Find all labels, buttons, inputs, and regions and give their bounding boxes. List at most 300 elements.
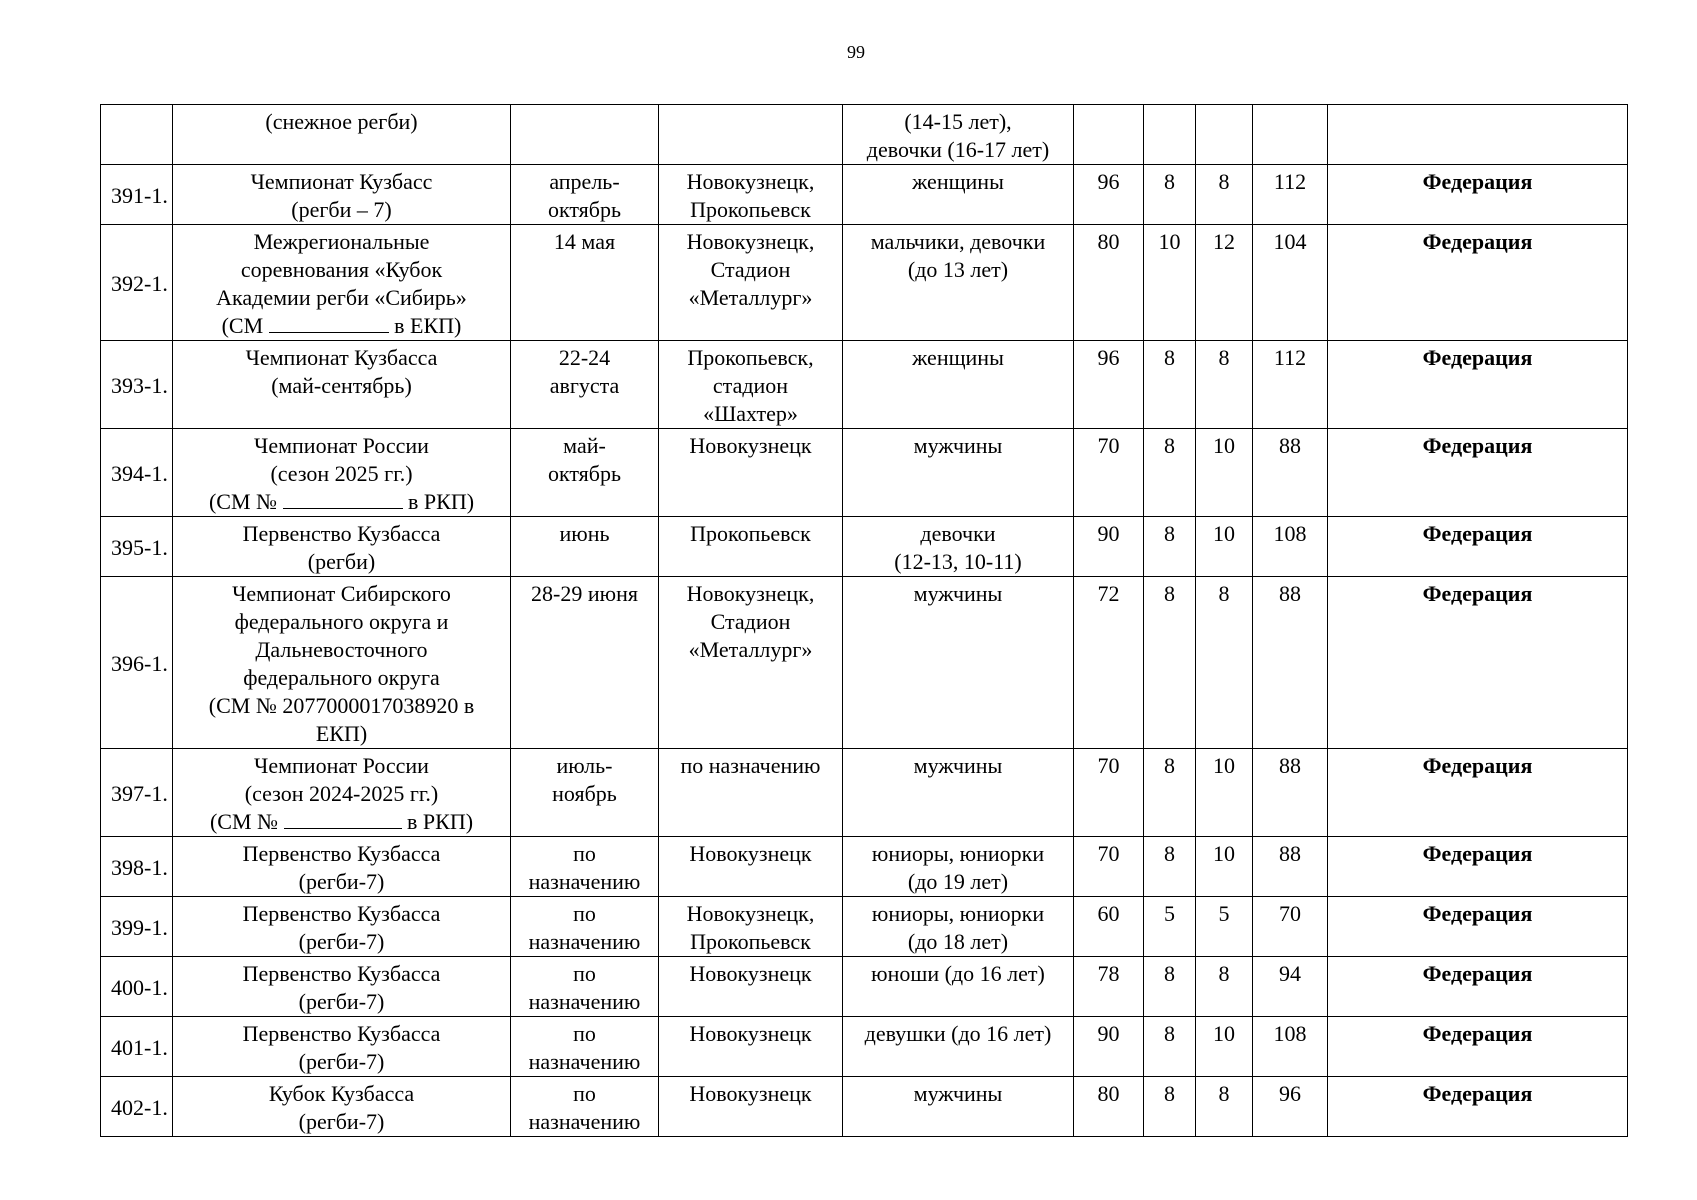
venue-cell xyxy=(659,105,843,165)
cell-text: 70 xyxy=(1097,753,1120,778)
registry-suffix: в РКП) xyxy=(408,489,475,514)
cell-line: Чемпионат России xyxy=(254,753,429,778)
cell-text: 10 xyxy=(1213,433,1235,458)
cell-line: федерального округа xyxy=(243,665,440,690)
table-row xyxy=(101,749,1628,837)
cell-text: 8 xyxy=(1218,961,1230,986)
cell-line: (до 13 лет) xyxy=(907,257,1009,282)
table-row xyxy=(101,341,1628,429)
cell-line: Прокопьевск xyxy=(690,521,811,546)
cell-line: (регби-7) xyxy=(298,869,385,894)
cell-text: 10 xyxy=(1213,521,1235,546)
count-cell-c4 xyxy=(1253,1017,1328,1077)
cell-text: Федерация xyxy=(1422,433,1533,458)
cell-line: назначению xyxy=(528,1109,641,1134)
cell-line: августа xyxy=(549,373,620,398)
cell-line: апрель- xyxy=(549,169,620,194)
event-name-cell xyxy=(173,341,511,429)
row-number-cell xyxy=(101,577,173,749)
cell-line: Чемпионат Кузбасс xyxy=(250,169,433,194)
count-cell-c4 xyxy=(1253,105,1328,165)
dates-cell xyxy=(511,577,659,749)
cell-line: (регби-7) xyxy=(298,1049,385,1074)
venue-cell xyxy=(659,517,843,577)
cell-line: (12-13, 10-11) xyxy=(894,549,1022,574)
cell-line: Новокузнецк, xyxy=(686,901,815,926)
cell-line: Новокузнецк xyxy=(689,1081,812,1106)
count-cell-c3 xyxy=(1196,897,1253,957)
event-name-cell xyxy=(173,897,511,957)
organizer-cell xyxy=(1328,165,1628,225)
cell-line: мужчины xyxy=(913,433,1003,458)
venue-cell xyxy=(659,1017,843,1077)
cell-text: 5 xyxy=(1218,901,1230,926)
cell-text: 104 xyxy=(1273,229,1307,254)
cell-text: 96 xyxy=(1097,169,1120,194)
cell-line: 14 мая xyxy=(553,229,616,254)
cell-text: 398-1. xyxy=(111,855,168,880)
cell-line: (регби) xyxy=(307,549,376,574)
blank-underline xyxy=(283,488,403,509)
count-cell-c3 xyxy=(1196,225,1253,341)
count-cell-c1 xyxy=(1074,577,1144,749)
count-cell-c3 xyxy=(1196,1017,1253,1077)
row-number-cell xyxy=(101,341,173,429)
organizer-cell xyxy=(1328,341,1628,429)
participants-cell xyxy=(843,341,1074,429)
cell-line: Первенство Кузбасса xyxy=(242,521,441,546)
cell-text: Федерация xyxy=(1422,1021,1533,1046)
dates-cell xyxy=(511,897,659,957)
organizer-cell xyxy=(1328,105,1628,165)
cell-line: назначению xyxy=(528,1049,641,1074)
cell-line: назначению xyxy=(528,929,641,954)
cell-line: октябрь xyxy=(547,461,622,486)
table-row xyxy=(101,577,1628,749)
count-cell-c2 xyxy=(1144,957,1196,1017)
count-cell-c1 xyxy=(1074,897,1144,957)
cell-line: (14-15 лет), xyxy=(904,109,1012,134)
count-cell-c2 xyxy=(1144,897,1196,957)
count-cell-c4 xyxy=(1253,957,1328,1017)
cell-line: (май-сентябрь) xyxy=(271,373,412,398)
cell-line: женщины xyxy=(912,345,1004,370)
organizer-cell xyxy=(1328,1017,1628,1077)
cell-line: (регби-7) xyxy=(298,989,385,1014)
organizer-cell xyxy=(1328,225,1628,341)
row-number-cell xyxy=(101,517,173,577)
table-row xyxy=(101,429,1628,517)
cell-text: 8 xyxy=(1164,433,1175,458)
cell-line: Новокузнецк, xyxy=(686,581,815,606)
cell-text: Федерация xyxy=(1422,229,1533,254)
participants-cell xyxy=(843,897,1074,957)
cell-text: 392-1. xyxy=(111,271,168,296)
dates-cell xyxy=(511,1017,659,1077)
organizer-cell xyxy=(1328,837,1628,897)
count-cell-c3 xyxy=(1196,341,1253,429)
organizer-cell xyxy=(1328,957,1628,1017)
cell-text: Федерация xyxy=(1422,521,1533,546)
cell-line: соревнования «Кубок xyxy=(240,257,443,282)
count-cell-c3 xyxy=(1196,837,1253,897)
count-cell-c4 xyxy=(1253,577,1328,749)
cell-text: 391-1. xyxy=(111,183,168,208)
count-cell-c4 xyxy=(1253,225,1328,341)
cell-text: 8 xyxy=(1164,753,1175,778)
dates-cell xyxy=(511,749,659,837)
cell-line: Новокузнецк xyxy=(689,841,812,866)
count-cell-c4 xyxy=(1253,837,1328,897)
event-name-cell xyxy=(173,429,511,517)
cell-text: Федерация xyxy=(1422,169,1533,194)
cell-line: девочки xyxy=(920,521,996,546)
cell-text: 112 xyxy=(1273,169,1307,194)
cell-text: 8 xyxy=(1164,581,1175,606)
table-row xyxy=(101,105,1628,165)
cell-line: май- xyxy=(563,433,606,458)
event-name-cell xyxy=(173,749,511,837)
cell-line: ноябрь xyxy=(552,781,617,806)
cell-line: по xyxy=(573,901,596,926)
cell-line: мальчики, девочки xyxy=(870,229,1046,254)
cell-text: 70 xyxy=(1279,901,1301,926)
cell-line: «Шахтер» xyxy=(703,401,798,426)
participants-cell xyxy=(843,837,1074,897)
blank-underline xyxy=(284,808,402,829)
cell-line: Новокузнецк, xyxy=(686,229,815,254)
participants-cell xyxy=(843,105,1074,165)
event-name-cell xyxy=(173,517,511,577)
count-cell-c4 xyxy=(1253,517,1328,577)
cell-text: 5 xyxy=(1164,901,1175,926)
venue-cell xyxy=(659,341,843,429)
cell-line: Новокузнецк, xyxy=(686,169,815,194)
cell-text: 394-1. xyxy=(111,461,168,486)
count-cell-c1 xyxy=(1074,749,1144,837)
cell-text: 401-1. xyxy=(111,1035,168,1060)
cell-text: 88 xyxy=(1279,841,1301,866)
cell-text: 8 xyxy=(1164,1081,1175,1106)
count-cell-c3 xyxy=(1196,749,1253,837)
participants-cell xyxy=(843,749,1074,837)
cell-line: юниоры, юниорки xyxy=(871,901,1045,926)
registry-suffix: в ЕКП) xyxy=(394,313,462,338)
registry-reference xyxy=(177,312,506,340)
cell-line: назначению xyxy=(528,989,641,1014)
event-name-cell xyxy=(173,837,511,897)
participants-cell xyxy=(843,957,1074,1017)
participants-cell xyxy=(843,1077,1074,1137)
registry-suffix: в РКП) xyxy=(407,809,474,834)
count-cell-c2 xyxy=(1144,749,1196,837)
cell-text: 88 xyxy=(1279,581,1301,606)
cell-text: 70 xyxy=(1097,841,1120,866)
dates-cell xyxy=(511,1077,659,1137)
cell-line: Прокопьевск xyxy=(690,929,811,954)
cell-line: Первенство Кузбасса xyxy=(242,901,441,926)
count-cell-c3 xyxy=(1196,429,1253,517)
cell-line: мужчины xyxy=(913,581,1003,606)
cell-text: 8 xyxy=(1164,841,1175,866)
count-cell-c3 xyxy=(1196,105,1253,165)
cell-text: 397-1. xyxy=(111,781,168,806)
cell-text: 399-1. xyxy=(111,915,168,940)
cell-line: девушки (до 16 лет) xyxy=(864,1021,1052,1046)
cell-line: Прокопьевск xyxy=(690,197,811,222)
count-cell-c3 xyxy=(1196,1077,1253,1137)
count-cell-c1 xyxy=(1074,105,1144,165)
cell-line: стадион xyxy=(712,373,789,398)
cell-text: 112 xyxy=(1273,345,1307,370)
venue-cell xyxy=(659,897,843,957)
cell-line: Чемпионат Кузбасса xyxy=(245,345,438,370)
count-cell-c1 xyxy=(1074,1017,1144,1077)
organizer-cell xyxy=(1328,897,1628,957)
count-cell-c1 xyxy=(1074,429,1144,517)
cell-line: Новокузнецк xyxy=(689,433,812,458)
count-cell-c4 xyxy=(1253,749,1328,837)
venue-cell xyxy=(659,577,843,749)
cell-line: Дальневосточного xyxy=(255,637,428,662)
cell-line: (СМ № 2077000017038920 в xyxy=(208,693,475,718)
cell-line: Новокузнецк xyxy=(689,1021,812,1046)
cell-text: 10 xyxy=(1158,229,1181,254)
venue-cell xyxy=(659,749,843,837)
cell-line: июнь xyxy=(559,521,610,546)
cell-text: 396-1. xyxy=(111,651,168,676)
cell-line: назначению xyxy=(528,869,641,894)
cell-text: 60 xyxy=(1097,901,1120,926)
table-row xyxy=(101,837,1628,897)
events-table xyxy=(100,104,1628,1137)
cell-text: 8 xyxy=(1218,1081,1230,1106)
count-cell-c2 xyxy=(1144,517,1196,577)
dates-cell xyxy=(511,165,659,225)
participants-cell xyxy=(843,577,1074,749)
cell-line: (до 18 лет) xyxy=(907,929,1009,954)
organizer-cell xyxy=(1328,749,1628,837)
cell-line: 22-24 xyxy=(558,345,611,370)
cell-text: 8 xyxy=(1164,1021,1175,1046)
row-number-cell xyxy=(101,837,173,897)
count-cell-c1 xyxy=(1074,165,1144,225)
dates-cell xyxy=(511,225,659,341)
cell-text: 96 xyxy=(1279,1081,1301,1106)
table-row xyxy=(101,225,1628,341)
registry-prefix: (СМ № xyxy=(208,489,278,514)
count-cell-c1 xyxy=(1074,341,1144,429)
count-cell-c1 xyxy=(1074,225,1144,341)
count-cell-c2 xyxy=(1144,1077,1196,1137)
row-number-cell xyxy=(101,749,173,837)
cell-text: 88 xyxy=(1279,753,1301,778)
organizer-cell xyxy=(1328,517,1628,577)
cell-text: 8 xyxy=(1164,521,1175,546)
participants-cell xyxy=(843,429,1074,517)
cell-text: 72 xyxy=(1097,581,1120,606)
registry-reference xyxy=(177,808,506,836)
cell-text: 70 xyxy=(1097,433,1120,458)
cell-line: Первенство Кузбасса xyxy=(242,1021,441,1046)
cell-line: Чемпионат России xyxy=(254,433,429,458)
count-cell-c4 xyxy=(1253,165,1328,225)
organizer-cell xyxy=(1328,577,1628,749)
event-name-cell xyxy=(173,1077,511,1137)
cell-text: Федерация xyxy=(1422,581,1533,606)
cell-text: 395-1. xyxy=(111,535,168,560)
cell-line: по xyxy=(573,961,596,986)
count-cell-c1 xyxy=(1074,957,1144,1017)
cell-text: 393-1. xyxy=(111,373,168,398)
count-cell-c1 xyxy=(1074,517,1144,577)
table-row xyxy=(101,897,1628,957)
cell-line: июль- xyxy=(556,753,613,778)
cell-line: Чемпионат Сибирского xyxy=(232,581,451,606)
cell-text: 108 xyxy=(1273,1021,1307,1046)
count-cell-c2 xyxy=(1144,577,1196,749)
organizer-cell xyxy=(1328,429,1628,517)
count-cell-c4 xyxy=(1253,1077,1328,1137)
cell-line: «Металлург» xyxy=(688,285,813,310)
cell-line: Межрегиональные xyxy=(253,229,430,254)
cell-line: девочки (16-17 лет) xyxy=(866,137,1050,162)
cell-line: по xyxy=(573,841,596,866)
count-cell-c4 xyxy=(1253,341,1328,429)
cell-line: Стадион xyxy=(710,609,791,634)
cell-line: (сезон 2025 гг.) xyxy=(270,461,413,486)
cell-text: 78 xyxy=(1097,961,1120,986)
cell-line: Прокопьевск, xyxy=(687,345,814,370)
cell-text: 8 xyxy=(1164,345,1175,370)
cell-text: Федерация xyxy=(1422,345,1533,370)
cell-text: 90 xyxy=(1097,521,1120,546)
cell-line: «Металлург» xyxy=(688,637,813,662)
cell-line: (регби-7) xyxy=(298,1109,385,1134)
cell-line: Стадион xyxy=(710,257,791,282)
registry-prefix: (СМ № xyxy=(209,809,279,834)
count-cell-c3 xyxy=(1196,957,1253,1017)
count-cell-c2 xyxy=(1144,1017,1196,1077)
venue-cell xyxy=(659,225,843,341)
cell-text: 108 xyxy=(1273,521,1307,546)
count-cell-c3 xyxy=(1196,517,1253,577)
cell-text: Федерация xyxy=(1422,1081,1533,1106)
cell-line: (регби – 7) xyxy=(291,197,392,222)
count-cell-c2 xyxy=(1144,225,1196,341)
cell-line: юноши (до 16 лет) xyxy=(871,961,1045,986)
count-cell-c3 xyxy=(1196,577,1253,749)
cell-line: (регби-7) xyxy=(298,929,385,954)
cell-line: по xyxy=(573,1081,596,1106)
event-name-cell xyxy=(173,105,511,165)
cell-text: 8 xyxy=(1218,345,1230,370)
cell-line: мужчины xyxy=(913,1081,1003,1106)
event-name-cell xyxy=(173,165,511,225)
row-number-cell xyxy=(101,165,173,225)
table-row xyxy=(101,1077,1628,1137)
count-cell-c1 xyxy=(1074,837,1144,897)
table-row xyxy=(101,957,1628,1017)
cell-text: Федерация xyxy=(1422,901,1533,926)
event-name-cell xyxy=(173,1017,511,1077)
venue-cell xyxy=(659,165,843,225)
cell-text: 10 xyxy=(1213,841,1235,866)
venue-cell xyxy=(659,957,843,1017)
cell-text: Федерация xyxy=(1422,961,1533,986)
cell-line: федерального округа и xyxy=(234,609,449,634)
table-row xyxy=(101,165,1628,225)
cell-line: (сезон 2024-2025 гг.) xyxy=(244,781,439,806)
registry-reference xyxy=(177,488,506,516)
cell-text: Федерация xyxy=(1422,753,1533,778)
cell-line: ЕКП) xyxy=(315,721,368,746)
cell-text: 80 xyxy=(1097,1081,1120,1106)
cell-line: (до 19 лет) xyxy=(907,869,1009,894)
organizer-cell xyxy=(1328,1077,1628,1137)
dates-cell xyxy=(511,341,659,429)
cell-text: 402-1. xyxy=(111,1095,168,1120)
venue-cell xyxy=(659,429,843,517)
count-cell-c2 xyxy=(1144,429,1196,517)
table-body xyxy=(101,105,1628,1137)
cell-line: мужчины xyxy=(913,753,1003,778)
cell-text: 90 xyxy=(1097,1021,1120,1046)
count-cell-c2 xyxy=(1144,341,1196,429)
count-cell-c1 xyxy=(1074,1077,1144,1137)
cell-text: 94 xyxy=(1279,961,1301,986)
dates-cell xyxy=(511,957,659,1017)
table-row xyxy=(101,1017,1628,1077)
venue-cell xyxy=(659,837,843,897)
cell-line: юниоры, юниорки xyxy=(871,841,1045,866)
participants-cell xyxy=(843,165,1074,225)
count-cell-c2 xyxy=(1144,105,1196,165)
count-cell-c4 xyxy=(1253,897,1328,957)
event-name-cell xyxy=(173,225,511,341)
cell-line: женщины xyxy=(912,169,1004,194)
row-number-cell xyxy=(101,105,173,165)
row-number-cell xyxy=(101,897,173,957)
row-number-cell xyxy=(101,1077,173,1137)
row-number-cell xyxy=(101,429,173,517)
dates-cell xyxy=(511,837,659,897)
blank-underline xyxy=(269,312,389,333)
dates-cell xyxy=(511,429,659,517)
cell-line: Первенство Кузбасса xyxy=(242,961,441,986)
participants-cell xyxy=(843,1017,1074,1077)
participants-cell xyxy=(843,517,1074,577)
page-number: 99 xyxy=(847,42,865,62)
count-cell-c2 xyxy=(1144,165,1196,225)
cell-line: по назначению xyxy=(680,753,821,778)
cell-line: Академии регби «Сибирь» xyxy=(216,285,467,310)
cell-text: 8 xyxy=(1164,961,1175,986)
row-number-cell xyxy=(101,957,173,1017)
registry-prefix: (СМ xyxy=(221,313,264,338)
row-number-cell xyxy=(101,225,173,341)
cell-line: Кубок Кузбасса xyxy=(268,1081,415,1106)
row-number-cell xyxy=(101,1017,173,1077)
cell-text: 88 xyxy=(1279,433,1301,458)
dates-cell xyxy=(511,105,659,165)
table-row xyxy=(101,517,1628,577)
cell-text: 10 xyxy=(1213,1021,1235,1046)
dates-cell xyxy=(511,517,659,577)
cell-line: 28-29 июня xyxy=(531,581,638,606)
count-cell-c2 xyxy=(1144,837,1196,897)
cell-text: 8 xyxy=(1218,581,1230,606)
